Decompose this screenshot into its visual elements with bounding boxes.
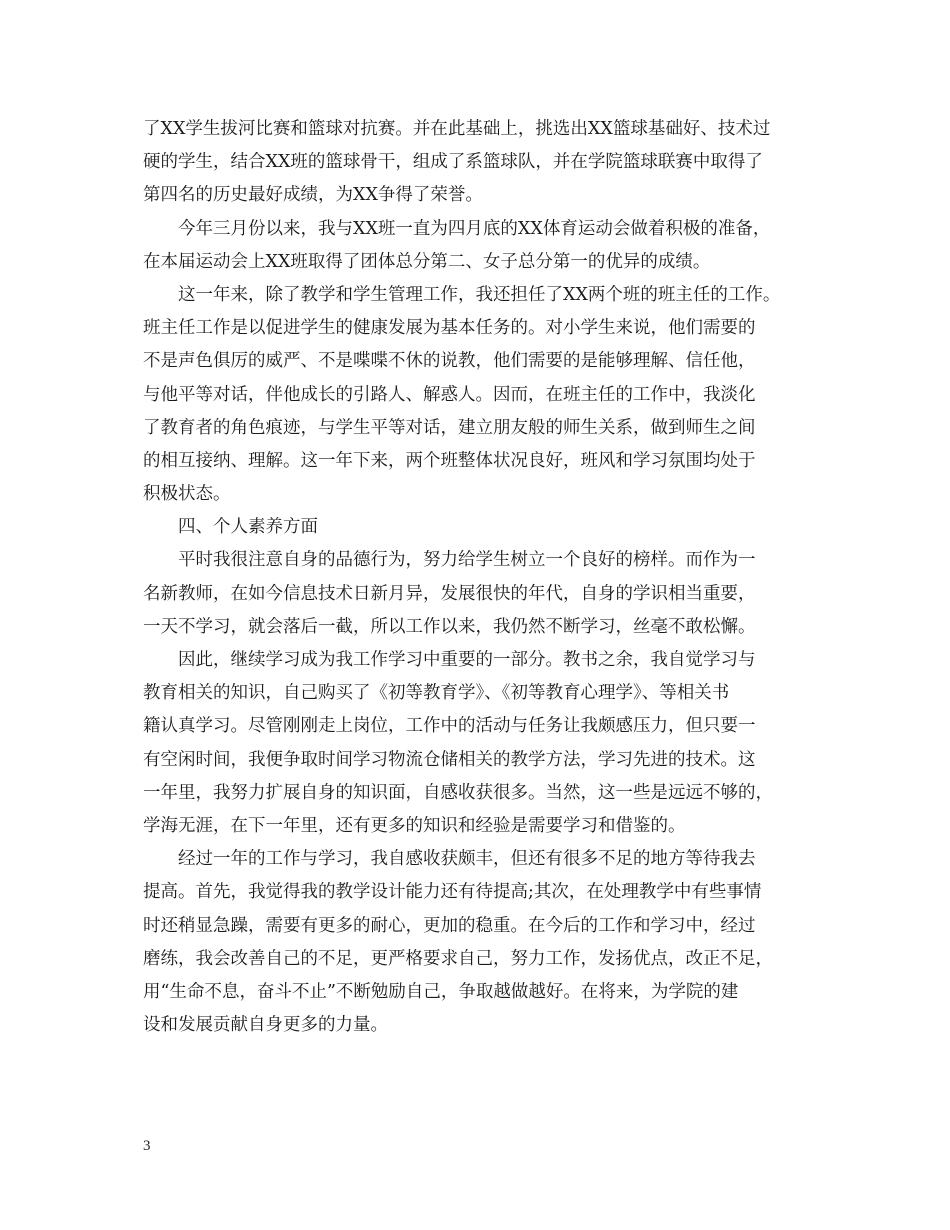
document-body <box>143 113 823 1042</box>
text-line: 平时我很注意自身的品德行为，努力给学生树立一个良好的榜样。而作为一 <box>143 550 756 571</box>
text-line: 了教育者的角色痕迹，与学生平等对话，建立朋友般的师生关系，做到师生之间 <box>143 417 756 438</box>
text-line: 学海无涯，在下一年里，还有更多的知识和经验是需要学习和借鉴的。 <box>143 815 686 836</box>
text-line: 硬的学生，结合XX班的篮球骨干，组成了系篮球队，并在学院篮球联赛中取得了 <box>143 152 763 173</box>
text-line: 这一年来，除了教学和学生管理工作，我还担任了XX两个班的班主任的工作。 <box>143 284 781 305</box>
text-line: 第四名的历史最好成绩，为XX争得了荣誉。 <box>143 185 483 206</box>
text-line: 与他平等对话，伴他成长的引路人、解惑人。因而，在班主任的工作中，我淡化 <box>143 384 756 405</box>
text-line: 积极状态。 <box>143 484 231 505</box>
text-line: 设和发展贡献自身更多的力量。 <box>143 1015 388 1036</box>
text-line: 今年三月份以来，我与XX班一直为四月底的XX体育运动会做着积极的准备， <box>143 218 771 239</box>
text-line: 在本届运动会上XX班取得了团体总分第二、女子总分第一的优异的成绩。 <box>143 251 711 272</box>
text-line: 一天不学习，就会落后一截，所以工作以来，我仍然不断学习，丝毫不敢松懈。 <box>143 616 756 637</box>
text-line: 名新教师，在如今信息技术日新月异，发展很快的年代，自身的学识相当重要， <box>143 583 756 604</box>
text-line: 磨练，我会改善自己的不足，更严格要求自己，努力工作，发扬优点，改正不足， <box>143 948 773 969</box>
text-line: 班主任工作是以促进学生的健康发展为基本任务的。对小学生来说，他们需要的 <box>143 318 756 339</box>
text-line: 因此，继续学习成为我工作学习中重要的一部分。教书之余，我自觉学习与 <box>143 650 756 670</box>
text-line: 用“生命不息，奋斗不止”不断勉励自己，争取越做越好。在将来，为学院的建 <box>143 981 739 1002</box>
text-line: 教育相关的知识，自己购买了《初等教育学》、《初等教育心理学》、等相关书 <box>143 683 730 704</box>
text-line: 籍认真学习。尽管刚刚走上岗位，工作中的活动与任务让我颇感压力，但只要一 <box>143 716 756 737</box>
text-line: 了XX学生拔河比赛和篮球对抗赛。并在此基础上，挑选出XX篮球基础好、技术过 <box>143 119 771 139</box>
text-line: 有空闲时间，我便争取时间学习物流仓储相关的教学方法，学习先进的技术。这 <box>143 749 756 770</box>
text-line: 时还稍显急躁，需要有更多的耐心，更加的稳重。在今后的工作和学习中，经过 <box>143 915 756 936</box>
text-line: 提高。首先，我觉得我的教学设计能力还有待提高;其次，在处理教学中有些事情 <box>143 882 762 903</box>
text-line: 一年里，我努力扩展自身的知识面，自感收获很多。当然，这一些是远远不够的， <box>143 782 773 803</box>
text-line: 的相互接纳、理解。这一年下来，两个班整体状况良好，班风和学习氛围均处于 <box>143 450 756 471</box>
text-line: 经过一年的工作与学习，我自感收获颇丰，但还有很多不足的地方等待我去 <box>143 849 756 870</box>
text-line: 不是声色俱厉的威严、不是喋喋不休的说教，他们需要的是能够理解、信任他， <box>143 351 756 372</box>
section-heading: 四、个人素养方面 <box>143 517 318 538</box>
page-number: 3 <box>143 1138 151 1154</box>
